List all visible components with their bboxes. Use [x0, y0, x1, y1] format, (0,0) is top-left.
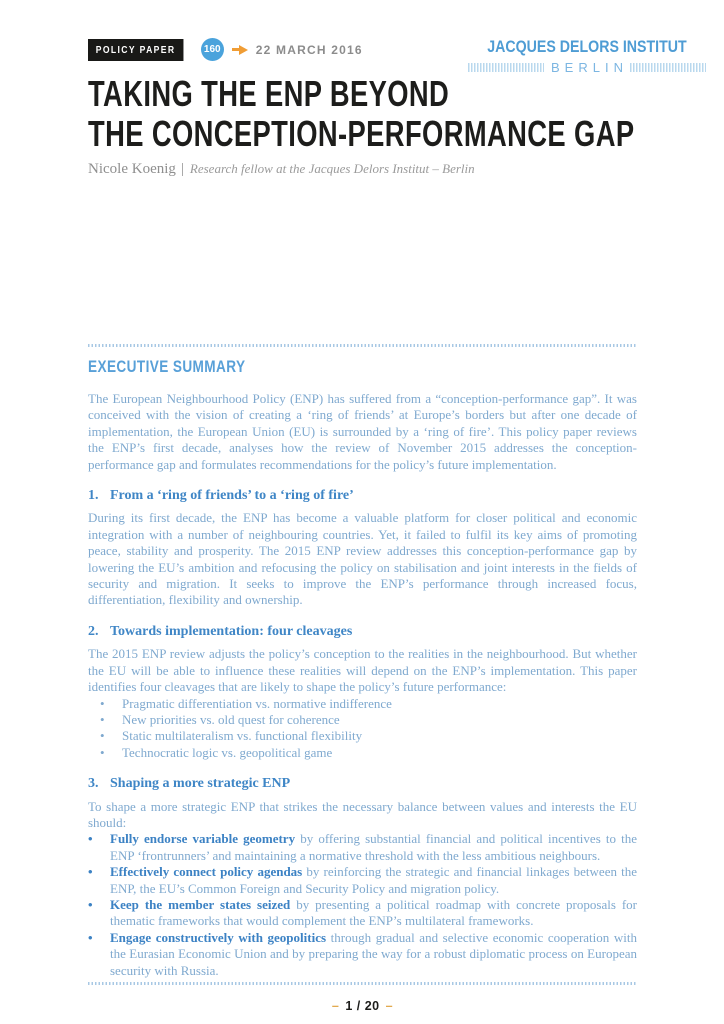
logo-hatch-right-icon	[630, 63, 706, 72]
section-2-number: 2.	[88, 623, 99, 639]
executive-summary-paragraph: The European Neighbourhood Policy (ENP) has suffered from a “conception-performance gap”. It was conceived with the vision of creating a ‘ring of friends’ at Europe’s borders but after one decade of implementation, the European Union (EU) is surrounded by a ‘ring of fire’. This policy paper reviews the ENP’s first decade, analyses how the review of November 2015 addresses the conception-performance gap and formulates recommendations for the policy’s future implementation.	[88, 391, 637, 472]
list-item-text: Static multilateralism vs. functional flexibility	[122, 728, 363, 744]
section-3-title: Shaping a more strategic ENP	[110, 776, 291, 792]
footer-dash-left: –	[331, 999, 340, 1013]
bullet-icon: •	[88, 929, 93, 945]
section-1-number: 1.	[88, 488, 99, 504]
page-footer	[88, 998, 637, 1014]
section-1-title: From a ‘ring of friends’ to a ‘ring of fire’	[110, 488, 354, 504]
bullet-icon: •	[88, 864, 93, 880]
list-item	[88, 745, 637, 761]
arrow-tail	[232, 48, 239, 51]
bullet-icon: •	[88, 896, 93, 912]
recommendation-lead: Effectively connect policy agendas	[110, 864, 303, 880]
body-content	[88, 391, 637, 1014]
institute-logo-city-row	[468, 60, 706, 75]
institute-logo-city: BERLIN	[551, 60, 628, 75]
arrow-head	[239, 45, 248, 55]
section-3-intro: To shape a more strategic ENP that strikes the necessary balance between values and interests the EU should:	[88, 798, 637, 830]
list-item	[88, 712, 637, 728]
byline-separator: |	[180, 161, 184, 177]
dotted-divider-top	[88, 344, 637, 347]
list-item-text: Technocratic logic vs. geopolitical game	[122, 744, 333, 760]
author-role: Research fellow at the Jacques Delors Institut – Berlin	[189, 161, 475, 176]
list-item-text: Pragmatic differentiation vs. normative indifference	[122, 695, 392, 711]
paper-title-line2-text: THE CONCEPTION-PERFORMANCE GAP	[88, 113, 635, 154]
section-2-bullet-list	[88, 696, 637, 762]
section-1-heading	[88, 488, 637, 504]
list-item	[88, 831, 637, 864]
paper-title-line1	[88, 74, 724, 114]
recommendation-text: through gradual and selective economic cooperation with the Eurasian Economic Union and by preparing the way for a robust diplomatic process on European security with Russia.	[110, 929, 637, 978]
paper-title-line1-text: TAKING THE ENP BEYOND	[88, 73, 450, 114]
section-3-heading	[88, 776, 637, 792]
section-2-heading	[88, 624, 637, 640]
issue-number-badge: 160	[201, 38, 224, 61]
policy-paper-badge: POLICY PAPER	[88, 39, 183, 61]
executive-summary-heading-text: EXECUTIVE SUMMARY	[88, 357, 246, 376]
byline	[88, 160, 475, 178]
page-number: 1 / 20	[345, 999, 380, 1013]
paper-title-line2	[88, 114, 724, 154]
footer-dash-right: –	[385, 999, 394, 1013]
list-item	[88, 696, 637, 712]
recommendation-text: by reinforcing the strategic and financial linkages between the ENP, the EU’s Common Foreign and Security Policy and migration policy.	[110, 864, 637, 896]
list-item	[88, 930, 637, 979]
list-item-text: New priorities vs. old quest for coherence	[122, 711, 340, 727]
bullet-icon: •	[100, 695, 105, 711]
recommendation-lead: Engage constructively with geopolitics	[110, 929, 327, 945]
bullet-icon: •	[100, 728, 105, 744]
arrow-icon	[232, 45, 248, 55]
list-item	[88, 728, 637, 744]
executive-summary-heading	[88, 357, 285, 377]
list-item	[88, 897, 637, 930]
section-3-number: 3.	[88, 776, 99, 792]
recommendation-lead: Fully endorse variable geometry	[110, 831, 296, 847]
bullet-icon: •	[100, 711, 105, 727]
section-2-title: Towards implementation: four cleavages	[110, 623, 353, 639]
dotted-divider-bottom	[88, 982, 637, 985]
paper-title	[88, 74, 724, 154]
bullet-icon: •	[100, 744, 105, 760]
section-3-bullet-list	[88, 831, 637, 979]
section-2-paragraph: The 2015 ENP review adjusts the policy’s conception to the realities in the neighbourhood. But whether the EU will be able to influence these realities will depend on the ENP’s implementation. This paper identifies four cleavages that are likely to shape the policy’s future performance:	[88, 646, 637, 695]
section-1-paragraph: During its first decade, the ENP has become a valuable platform for closer political and economic integration with a number of neighbouring countries. Yet, it failed to fulfil its key aims of promoting peace, stability and prosperity. The 2015 ENP review addresses this conception-performance gap by lowering the EU’s ambition and refocusing the policy on stabilisation and joint interests in the fields of security and migration. It seeks to improve the ENP’s performance through increased focus, differentiation, flexibility and ownership.	[88, 510, 637, 608]
bullet-icon: •	[88, 831, 93, 847]
recommendation-lead: Keep the member states seized	[110, 896, 291, 912]
list-item	[88, 864, 637, 897]
institute-logo-name: JACQUES DELORS INSTITUT	[487, 38, 687, 56]
institute-logo	[468, 38, 706, 75]
recommendation-text: by offering substantial financial and political incentives to the ENP ‘frontrunners’ and maintaining a normative threshold with the less ambitious neighbours.	[110, 831, 637, 863]
logo-hatch-left-icon	[468, 63, 544, 72]
publication-date: 22 MARCH 2016	[255, 42, 363, 57]
author-name: Nicole Koenig	[88, 161, 176, 177]
recommendation-text: by presenting a political roadmap with concrete proposals for thematic frameworks that would complement the ENP’s multilateral frameworks.	[110, 896, 637, 929]
